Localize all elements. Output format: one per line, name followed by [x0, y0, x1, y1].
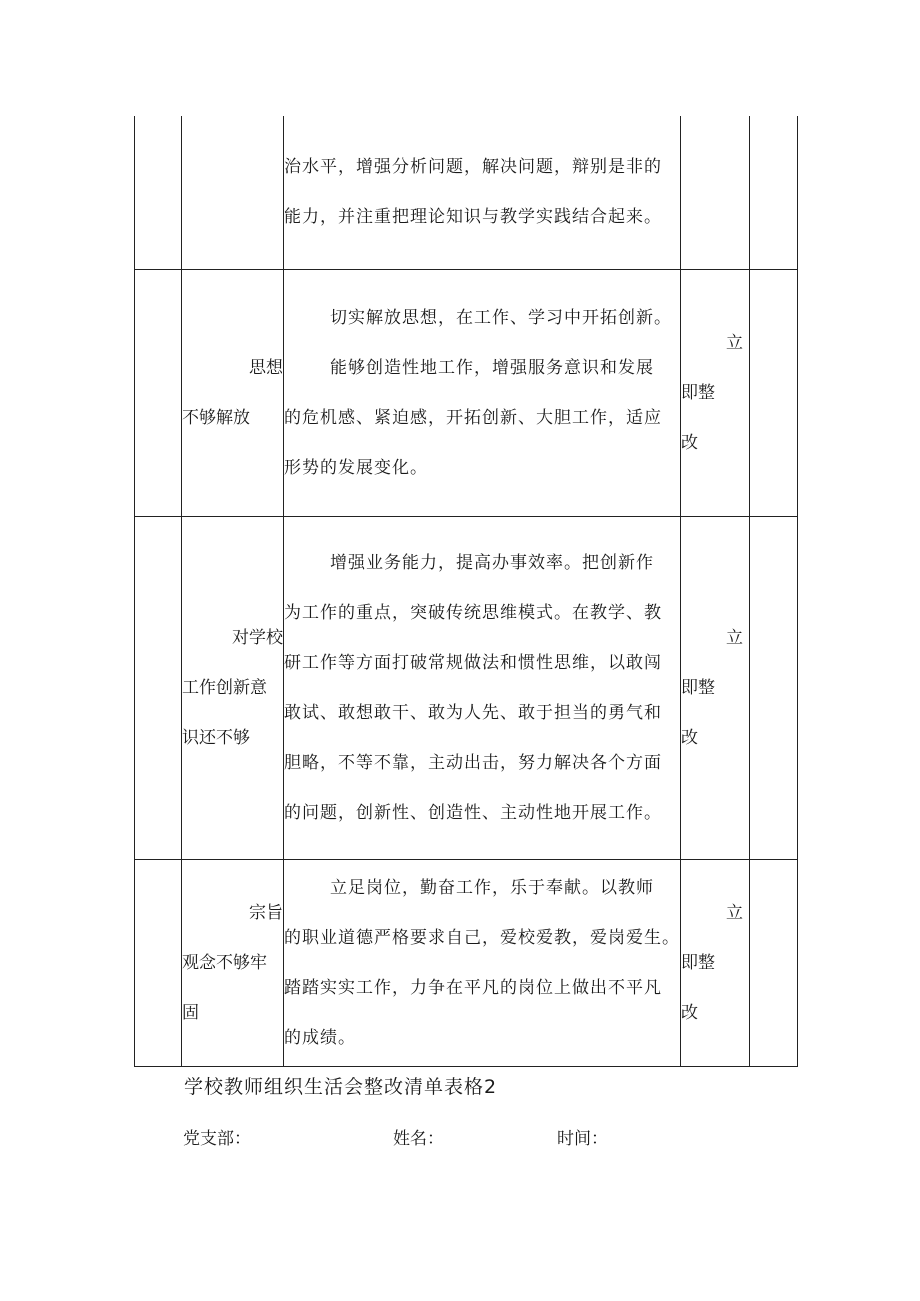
measure-line: 立足岗位，勤奋工作，乐于奉献。以教师 [330, 877, 654, 898]
deadline-line: 改 [681, 1002, 698, 1023]
issue-cell [182, 859, 284, 1066]
measure-line: 能力，并注重把理论知识与教学实践结合起来。 [284, 207, 662, 228]
index-cell [135, 516, 182, 859]
table-caption: 学校教师组织生活会整改清单表格2 [184, 1076, 498, 1098]
party-branch-label: 党支部： [183, 1129, 251, 1149]
deadline-cell [681, 116, 750, 269]
issue-line: 固 [182, 1002, 199, 1023]
measure-cell [284, 859, 681, 1066]
measure-line: 研工作等方面打破常规做法和惯性思维，以敢闯 [284, 652, 662, 673]
deadline-line: 立 [726, 627, 743, 648]
issue-line: 观念不够牢 [182, 952, 267, 973]
deadline-line: 即整 [681, 952, 715, 973]
measure-line: 的成绩。 [284, 1027, 356, 1048]
issue-cell [182, 516, 284, 859]
measure-line: 为工作的重点，突破传统思维模式。在教学、教 [284, 602, 662, 623]
index-cell [135, 116, 182, 269]
measure-line: 敢试、敢想敢干、敢为人先、敢于担当的勇气和 [284, 702, 662, 723]
issue-line: 识还不够 [182, 727, 250, 748]
measure-cell [284, 516, 681, 859]
deadline-line: 改 [681, 432, 698, 453]
issue-line: 不够解放 [182, 407, 250, 428]
measure-line: 治水平，增强分析问题，解决问题，辩别是非的 [284, 157, 662, 178]
deadline-cell [681, 269, 750, 516]
issue-cell [182, 116, 284, 269]
measure-line: 的危机感、紧迫感，开拓创新、大胆工作，适应 [284, 407, 662, 428]
issue-line: 宗旨 [249, 902, 283, 923]
measure-line: 踏踏实实工作，力争在平凡的岗位上做出不平凡 [284, 977, 662, 998]
measure-line: 增强业务能力，提高办事效率。把创新作 [330, 552, 654, 573]
remark-cell [750, 116, 798, 269]
deadline-line: 立 [726, 332, 743, 353]
measure-cell [284, 116, 681, 269]
issue-cell [182, 269, 284, 516]
issue-line: 思想 [249, 357, 283, 378]
remark-cell [750, 269, 798, 516]
measure-line: 能够创造性地工作，增强服务意识和发展 [330, 357, 654, 378]
remark-cell [750, 516, 798, 859]
index-cell [135, 269, 182, 516]
table-row [135, 269, 798, 516]
measure-line: 切实解放思想，在工作、学习中开拓创新。 [330, 307, 672, 328]
deadline-line: 即整 [681, 677, 715, 698]
time-label: 时间： [557, 1129, 608, 1149]
measure-line: 形势的发展变化。 [284, 457, 428, 478]
remark-cell [750, 859, 798, 1066]
name-label: 姓名： [393, 1129, 444, 1149]
table-row [135, 859, 798, 1066]
deadline-line: 立 [726, 902, 743, 923]
rectification-table [134, 116, 798, 1067]
measure-line: 的职业道德严格要求自己，爱校爱教，爱岗爱生。 [284, 927, 680, 948]
issue-line: 对学校 [232, 627, 283, 648]
deadline-line: 即整 [681, 382, 715, 403]
deadline-cell [681, 859, 750, 1066]
issue-line: 工作创新意 [182, 677, 267, 698]
deadline-cell [681, 516, 750, 859]
table-row [135, 516, 798, 859]
deadline-line: 改 [681, 727, 698, 748]
measure-cell [284, 269, 681, 516]
index-cell [135, 859, 182, 1066]
measure-line: 胆略，不等不靠，主动出击，努力解决各个方面 [284, 752, 662, 773]
measure-line: 的问题，创新性、创造性、主动性地开展工作。 [284, 802, 662, 823]
table-row [135, 116, 798, 269]
